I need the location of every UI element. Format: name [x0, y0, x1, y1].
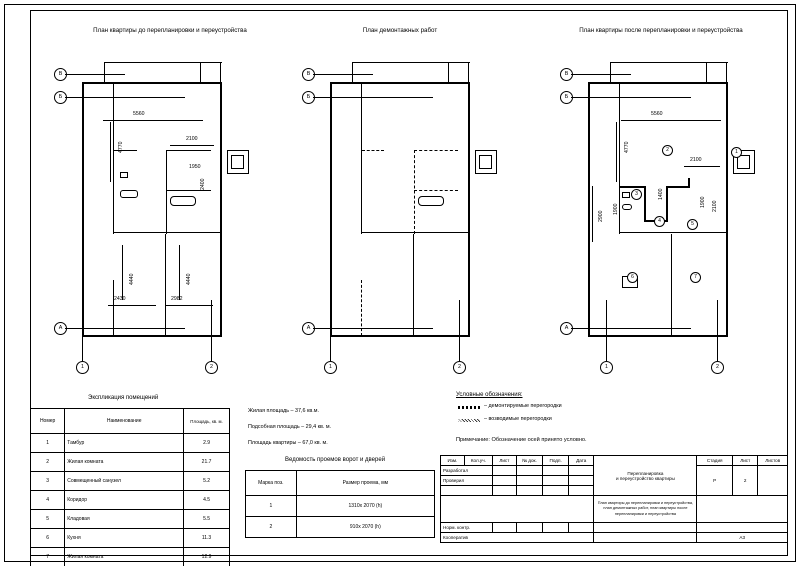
stamp-row-normcontrol	[441, 523, 788, 533]
stamp-col-list: Лист	[492, 456, 516, 466]
wall-before-right	[220, 82, 222, 337]
new-partition-6	[688, 178, 690, 188]
stamp-blank-3	[543, 466, 569, 476]
partition-before-8	[165, 234, 166, 336]
wall-demo-top	[330, 82, 470, 84]
wall-before-top	[82, 82, 222, 84]
dim-before-bottom-right: 2982	[171, 296, 183, 302]
explication-cell-area: 12.9	[184, 548, 230, 566]
balcony-after-top	[610, 62, 708, 63]
demo-dashed-2	[414, 150, 415, 234]
axis-line-a-after	[571, 328, 691, 329]
room-marker-4: 4	[654, 216, 665, 227]
stamp-col-koluch: Кол.уч.	[464, 456, 492, 466]
stamp-blank-10	[516, 486, 542, 496]
dim-after-left-vertical: 4770	[624, 141, 630, 153]
table-row	[31, 453, 230, 472]
legend-item-new: – возводимые перегородки	[484, 416, 552, 422]
stamp-col-stadia: Стадия	[697, 456, 733, 466]
explication-cell-area: 4.5	[184, 491, 230, 510]
dimline-after-left	[616, 122, 617, 182]
axis-line-a-before	[65, 328, 185, 329]
stamp-col-listov: Листов	[758, 456, 788, 466]
wall-before-left	[82, 82, 84, 337]
doors-header-row	[246, 471, 435, 496]
axis-line-2-after	[717, 300, 718, 361]
table-row	[31, 491, 230, 510]
axis-line-v-demo	[313, 74, 373, 75]
balcony-demo-left	[352, 62, 353, 82]
dimline-before-bl	[108, 305, 156, 306]
stamp-blank-16	[516, 523, 542, 533]
balcony-before-step-v	[220, 62, 221, 84]
dim-before-inner2: 1950	[189, 164, 201, 170]
wall-after-left	[588, 82, 590, 337]
stamp-role-proveril: Проверил	[441, 476, 493, 486]
doors-header-0: Марка поз.	[246, 471, 297, 496]
fixture-wc-after	[622, 204, 632, 210]
explication-cell-num: 5	[31, 510, 65, 529]
explication-cell-name: Кладовая	[65, 510, 184, 529]
doors-table-title: Ведомость проемов ворот и дверей	[285, 457, 386, 463]
axis-marker-v-before: В	[54, 68, 67, 81]
dim-before-left-vertical: 4770	[118, 141, 124, 153]
dim-before-mid-lower: 4440	[186, 273, 192, 285]
partition-before-6	[113, 150, 137, 151]
wall-demo-right	[468, 82, 470, 337]
axis-marker-2-demo: 2	[453, 361, 466, 374]
dimline-before-midlower	[179, 245, 180, 300]
axis-marker-b-after: Б	[560, 91, 573, 104]
demo-dashed-3	[414, 190, 458, 191]
legend-swatch-new	[458, 419, 480, 422]
plan-title-before: План квартиры до перепланировки и переустройства	[93, 27, 247, 34]
stamp-blank-8	[569, 476, 594, 486]
table-row	[246, 496, 435, 517]
explication-cell-num: 3	[31, 472, 65, 491]
doors-cell-size: 1310х 2070 (h)	[296, 496, 434, 517]
explication-cell-area: 2.9	[184, 434, 230, 453]
stamp-role-normcontrol: Норм. контр.	[441, 523, 493, 533]
room-marker-3: 3	[631, 189, 642, 200]
fixture-sink-after	[622, 192, 630, 198]
explication-cell-num: 2	[31, 453, 65, 472]
new-partition-2	[644, 188, 646, 222]
explication-cell-name: Жилая комната	[65, 548, 184, 566]
explication-cell-name: Кухня	[65, 529, 184, 548]
room-marker-5: 5	[687, 219, 698, 230]
dim-after-inner4: 1900	[700, 196, 706, 208]
explication-cell-name: Жилая комната	[65, 453, 184, 472]
stamp-blank-9	[492, 486, 516, 496]
explication-header-0: Номер	[31, 409, 65, 434]
axis-line-b-demo	[313, 97, 433, 98]
room-marker-7: 7	[690, 272, 701, 283]
dim-before-bottom-left: 2430	[114, 296, 126, 302]
dim-before-inner1: 2100	[186, 136, 198, 142]
balcony-after-step-v	[726, 62, 727, 84]
stamp-blank-6	[516, 476, 542, 486]
balcony-demo-top	[352, 62, 450, 63]
stamp-blank-13	[441, 496, 594, 523]
table-row	[246, 517, 435, 538]
stamp-sheet-format: А3	[697, 533, 788, 543]
axis-marker-v-after: В	[560, 68, 573, 81]
axis-line-1-after	[606, 300, 607, 361]
fixture-kitchen-demo	[418, 196, 444, 206]
explication-header-2: Площадь, кв. м.	[184, 409, 230, 434]
demo-dashed-1	[414, 150, 458, 151]
stamp-blank-19	[594, 523, 697, 533]
partition-before-1	[113, 84, 114, 234]
fixture-bathtub-before	[120, 190, 138, 198]
stamp-description: План квартиры до перепланировки и переустройства, план демонтажных работ, план квартиры после перепланировки и переустройства	[594, 496, 697, 523]
partition-after-3	[671, 234, 672, 336]
plan-title-demolition: План демонтажных работ	[362, 27, 438, 34]
dimline-after-top	[621, 120, 721, 121]
stamp-blank-4	[569, 466, 594, 476]
table-row	[31, 510, 230, 529]
stamp-blank-17	[543, 523, 569, 533]
explication-cell-name: Совмещенный санузел	[65, 472, 184, 491]
axis-line-b-before	[65, 97, 185, 98]
axis-marker-a-demo: А	[302, 322, 315, 335]
explication-cell-num: 6	[31, 529, 65, 548]
stamp-value-list: 2	[733, 466, 758, 496]
dim-after-inner5: 2100	[712, 200, 718, 212]
explication-cell-area: 21.7	[184, 453, 230, 472]
dimline-before-inner1	[170, 145, 214, 146]
stamp-blank-2	[516, 466, 542, 476]
dim-after-inner2: 1900	[613, 203, 619, 215]
stamp-blank-14	[697, 496, 788, 523]
area-usable: Подсобная площадь – 29,4 кв. м.	[248, 424, 332, 430]
balcony-demo-right	[448, 62, 449, 82]
explication-title: Экспликация помещений	[88, 395, 159, 401]
area-total: Площадь квартиры – 67,0 кв. м.	[248, 440, 328, 446]
stamp-organization: Кооператив	[441, 533, 594, 543]
balcony-before-right	[200, 62, 201, 82]
balcony-before-step	[198, 62, 222, 63]
dim-before-left-lower: 4440	[129, 273, 135, 285]
stamp-project-line1: Перепланировка	[627, 470, 664, 476]
partition-after-1	[619, 84, 620, 234]
fixture-kitchen-before	[170, 196, 196, 206]
stamp-blank-18	[569, 523, 594, 533]
axis-marker-b-demo: Б	[302, 91, 315, 104]
table-row	[31, 434, 230, 453]
axis-line-1-demo	[330, 300, 331, 361]
explication-cell-num: 7	[31, 548, 65, 566]
explication-cell-num: 1	[31, 434, 65, 453]
axis-line-v-after	[571, 74, 631, 75]
stamp-col-ndok: № док.	[516, 456, 542, 466]
doors-cell-size: 910х 2070 (h)	[296, 517, 434, 538]
room-marker-2: 2	[662, 145, 673, 156]
new-partition-1	[620, 186, 646, 188]
room-marker-1: 1	[731, 147, 742, 158]
partition-before-5	[166, 190, 211, 191]
axis-line-1-before	[82, 300, 83, 361]
dim-before-top: 5560	[133, 111, 145, 117]
doors-cell-mark: 2	[246, 517, 297, 538]
balcony-after-step	[704, 62, 728, 63]
table-row	[31, 472, 230, 491]
stamp-blank-21	[594, 533, 697, 543]
plan-title-after: План квартиры после перепланировки и переустройства	[579, 27, 743, 34]
axis-line-a-demo	[313, 328, 433, 329]
stamp-col-podp: Подп.	[543, 456, 569, 466]
stamp-value-stadia: Р	[697, 466, 733, 496]
new-partition-5	[668, 186, 690, 188]
stamp-role-empty	[441, 486, 493, 496]
balcony-after-left	[610, 62, 611, 82]
dimline-after-inner1	[684, 166, 720, 167]
stamp-project-name	[594, 456, 697, 496]
stamp-blank-12	[569, 486, 594, 496]
stamp-col-izm: Изм.	[441, 456, 465, 466]
dim-after-top: 5560	[651, 111, 663, 117]
balcony-before-left	[104, 62, 105, 82]
general-note: Примечание: Обозначение осей принято условно.	[456, 437, 587, 443]
explication-cell-num: 4	[31, 491, 65, 510]
title-block	[440, 455, 788, 543]
axis-line-2-before	[211, 300, 212, 361]
dim-after-inner6: 2900	[598, 210, 604, 222]
stamp-blank-1	[492, 466, 516, 476]
fixture-sink-before	[120, 172, 128, 178]
partition-before-3	[166, 150, 167, 234]
stamp-row-footer	[441, 533, 788, 543]
stamp-role-razrabotal: Разработал	[441, 466, 493, 476]
partition-demo-1	[361, 84, 362, 234]
explication-table	[30, 408, 230, 566]
explication-cell-name: Тамбур	[65, 434, 184, 453]
stamp-blank-20	[697, 523, 788, 533]
wall-after-bottom	[588, 335, 728, 337]
axis-marker-2-before: 2	[205, 361, 218, 374]
dimline-before-br	[165, 305, 213, 306]
explication-cell-area: 5.2	[184, 472, 230, 491]
axis-line-2-demo	[459, 300, 460, 361]
legend-title: Условные обозначения:	[456, 392, 523, 398]
balcony-before-top	[104, 62, 202, 63]
doors-cell-mark: 1	[246, 496, 297, 517]
table-row	[31, 548, 230, 566]
partition-demo-3	[413, 234, 414, 336]
dimline-before-top	[103, 120, 203, 121]
fixture-entry-inner-before	[231, 155, 244, 169]
stamp-value-listov	[758, 466, 788, 496]
explication-cell-name: Коридор	[65, 491, 184, 510]
wall-after-right	[726, 82, 728, 337]
doors-header-1: Размер проема, мм	[296, 471, 434, 496]
wall-before-bottom	[82, 335, 222, 337]
axis-marker-1-before: 1	[76, 361, 89, 374]
legend-item-demolished: – демонтируемые перегородки	[484, 403, 562, 409]
dim-after-inner1: 2100	[690, 157, 702, 163]
area-living: Жилая площадь – 37,6 кв.м.	[248, 408, 319, 414]
axis-marker-b-before: Б	[54, 91, 67, 104]
stamp-blank-15	[492, 523, 516, 533]
stamp-blank-11	[543, 486, 569, 496]
room-marker-6: 6	[627, 272, 638, 283]
stamp-blank-7	[543, 476, 569, 486]
dimline-after-inner6	[592, 186, 593, 242]
axis-line-v-before	[65, 74, 125, 75]
axis-marker-1-demo: 1	[324, 361, 337, 374]
stamp-project-line2: и переустройство квартиры	[616, 475, 675, 481]
explication-header-row	[31, 409, 230, 434]
stamp-header-row	[441, 456, 788, 466]
balcony-after-right	[706, 62, 707, 82]
stamp-col-list2: Лист	[733, 456, 758, 466]
partition-demo-2	[361, 232, 469, 233]
demo-dashed-4	[362, 150, 384, 151]
wall-after-top	[588, 82, 728, 84]
wall-demo-bottom	[330, 335, 470, 337]
dim-before-inner3: 2400	[200, 178, 206, 190]
fixture-entry-inner-demo	[479, 155, 492, 169]
axis-marker-v-demo: В	[302, 68, 315, 81]
partition-before-4	[166, 150, 211, 151]
explication-header-1: Наименование	[65, 409, 184, 434]
new-partition-4	[666, 186, 668, 222]
legend-swatch-demolished	[458, 406, 480, 409]
explication-cell-area: 11.3	[184, 529, 230, 548]
axis-marker-2-after: 2	[711, 361, 724, 374]
stamp-blank-5	[492, 476, 516, 486]
doors-table	[245, 470, 435, 538]
wall-demo-left	[330, 82, 332, 337]
partition-after-2	[619, 232, 727, 233]
balcony-demo-step	[446, 62, 470, 63]
axis-marker-a-before: А	[54, 322, 67, 335]
stamp-col-data: Дата	[569, 456, 594, 466]
axis-marker-a-after: А	[560, 322, 573, 335]
explication-cell-area: 5.5	[184, 510, 230, 529]
axis-marker-1-after: 1	[600, 361, 613, 374]
axis-line-b-after	[571, 97, 691, 98]
balcony-demo-step-v	[468, 62, 469, 84]
dim-after-inner3: 1400	[658, 188, 664, 200]
dimline-before-leftlower	[122, 245, 123, 300]
table-row	[31, 529, 230, 548]
dimline-before-left	[110, 122, 111, 182]
